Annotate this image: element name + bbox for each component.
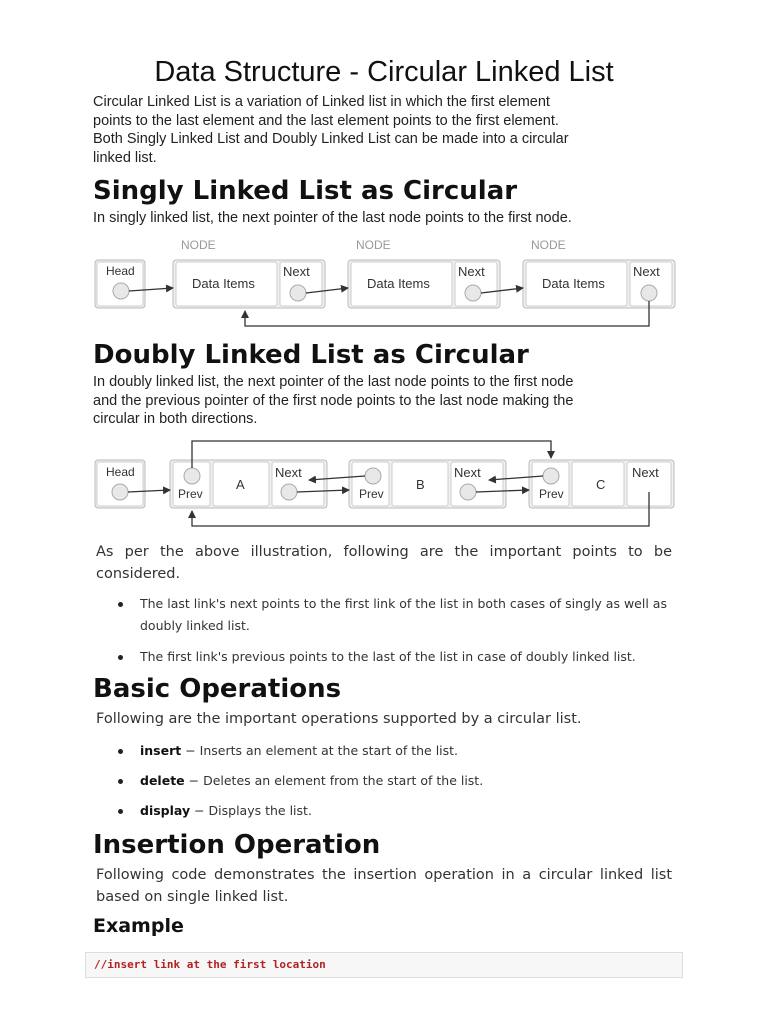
operation-desc: − Inserts an element at the start of the list. bbox=[181, 743, 459, 758]
code-line: //insert link at the first location bbox=[94, 958, 326, 971]
doubly-heading: Doubly Linked List as Circular bbox=[93, 340, 529, 370]
list-item bbox=[96, 800, 676, 822]
next-label: Next bbox=[458, 264, 485, 279]
prev-pointer bbox=[184, 468, 200, 484]
singly-description: In singly linked list, the next pointer of the last node points to the first node. bbox=[93, 210, 572, 226]
next-pointer bbox=[290, 285, 306, 301]
next-pointer bbox=[281, 484, 297, 500]
bullet-icon bbox=[118, 779, 123, 784]
next-label: Next bbox=[632, 465, 659, 480]
prev-pointer bbox=[543, 468, 559, 484]
insertion-heading: Insertion Operation bbox=[93, 830, 381, 860]
node-caption: NODE bbox=[531, 238, 566, 252]
code-block bbox=[85, 952, 683, 978]
operation-name: display bbox=[140, 803, 191, 818]
intro-line: points to the last element and the last element points to the first element. bbox=[93, 112, 559, 129]
intro-line: Both Singly Linked List and Doubly Linked List can be made into a circular bbox=[93, 131, 569, 147]
bullet-icon bbox=[118, 655, 123, 660]
page-title: Data Structure - Circular Linked List bbox=[154, 56, 614, 88]
bullet-icon bbox=[118, 749, 123, 754]
node-caption: NODE bbox=[356, 238, 391, 252]
next-label: Next bbox=[633, 264, 660, 279]
head-pointer bbox=[112, 484, 128, 500]
operation-name: insert bbox=[140, 743, 182, 758]
prev-label: Prev bbox=[178, 487, 203, 501]
insertion-description: Following code demonstrates the insertion operation in a circular linked list based on single linked list. bbox=[96, 867, 672, 905]
basic-operations-heading: Basic Operations bbox=[93, 674, 342, 704]
node-value: B bbox=[416, 477, 425, 492]
node-caption: NODE bbox=[181, 238, 216, 252]
bullet-icon bbox=[118, 602, 123, 607]
illustration-intro: As per the above illustration, following are the important points to be considered. bbox=[96, 544, 672, 582]
node-value: C bbox=[596, 477, 606, 492]
intro-paragraph bbox=[93, 93, 683, 167]
basic-operations-intro: Following are the important operations supported by a circular list. bbox=[96, 711, 582, 727]
intro-line: linked list. bbox=[93, 149, 157, 166]
point-text: The last link's next points to the first link of the list in both cases of singly as well as doubly linked list. bbox=[140, 596, 667, 633]
prev-label: Prev bbox=[359, 487, 384, 501]
next-label: Next bbox=[283, 264, 310, 279]
next-pointer bbox=[641, 285, 657, 301]
list-item bbox=[96, 770, 676, 792]
prev-label: Prev bbox=[539, 487, 564, 501]
bullet-icon bbox=[118, 809, 123, 814]
node-value: A bbox=[236, 477, 245, 492]
next-label: Next bbox=[454, 465, 481, 480]
example-heading: Example bbox=[93, 915, 184, 937]
doubly-line: circular in both directions. bbox=[93, 411, 258, 427]
point-text: The first link's previous points to the last of the list in case of doubly linked list. bbox=[140, 649, 636, 664]
operation-name: delete bbox=[140, 773, 185, 788]
next-pointer bbox=[460, 484, 476, 500]
head-pointer bbox=[113, 283, 129, 299]
data-items-label: Data Items bbox=[367, 276, 430, 291]
operation-desc: − Deletes an element from the start of the list. bbox=[184, 773, 484, 788]
next-pointer bbox=[465, 285, 481, 301]
prev-pointer bbox=[365, 468, 381, 484]
intro-line: Circular Linked List is a variation of Linked list in which the first element bbox=[93, 94, 550, 110]
data-items-label: Data Items bbox=[542, 276, 605, 291]
list-item bbox=[96, 646, 676, 668]
head-label: Head bbox=[106, 465, 135, 479]
singly-circular-diagram bbox=[93, 232, 678, 332]
operations-list bbox=[96, 740, 676, 822]
doubly-line: and the previous pointer of the first node points to the last node making the bbox=[93, 392, 574, 409]
next-label: Next bbox=[275, 465, 302, 480]
illustration-points bbox=[96, 593, 676, 668]
doubly-circular-diagram bbox=[93, 434, 678, 534]
doubly-description bbox=[93, 373, 678, 429]
head-label: Head bbox=[106, 264, 135, 278]
doubly-line: In doubly linked list, the next pointer of the last node points to the first node bbox=[93, 374, 574, 390]
singly-heading: Singly Linked List as Circular bbox=[93, 176, 518, 206]
list-item bbox=[96, 740, 676, 762]
data-items-label: Data Items bbox=[192, 276, 255, 291]
operation-desc: − Displays the list. bbox=[190, 803, 312, 818]
list-item bbox=[96, 593, 676, 637]
